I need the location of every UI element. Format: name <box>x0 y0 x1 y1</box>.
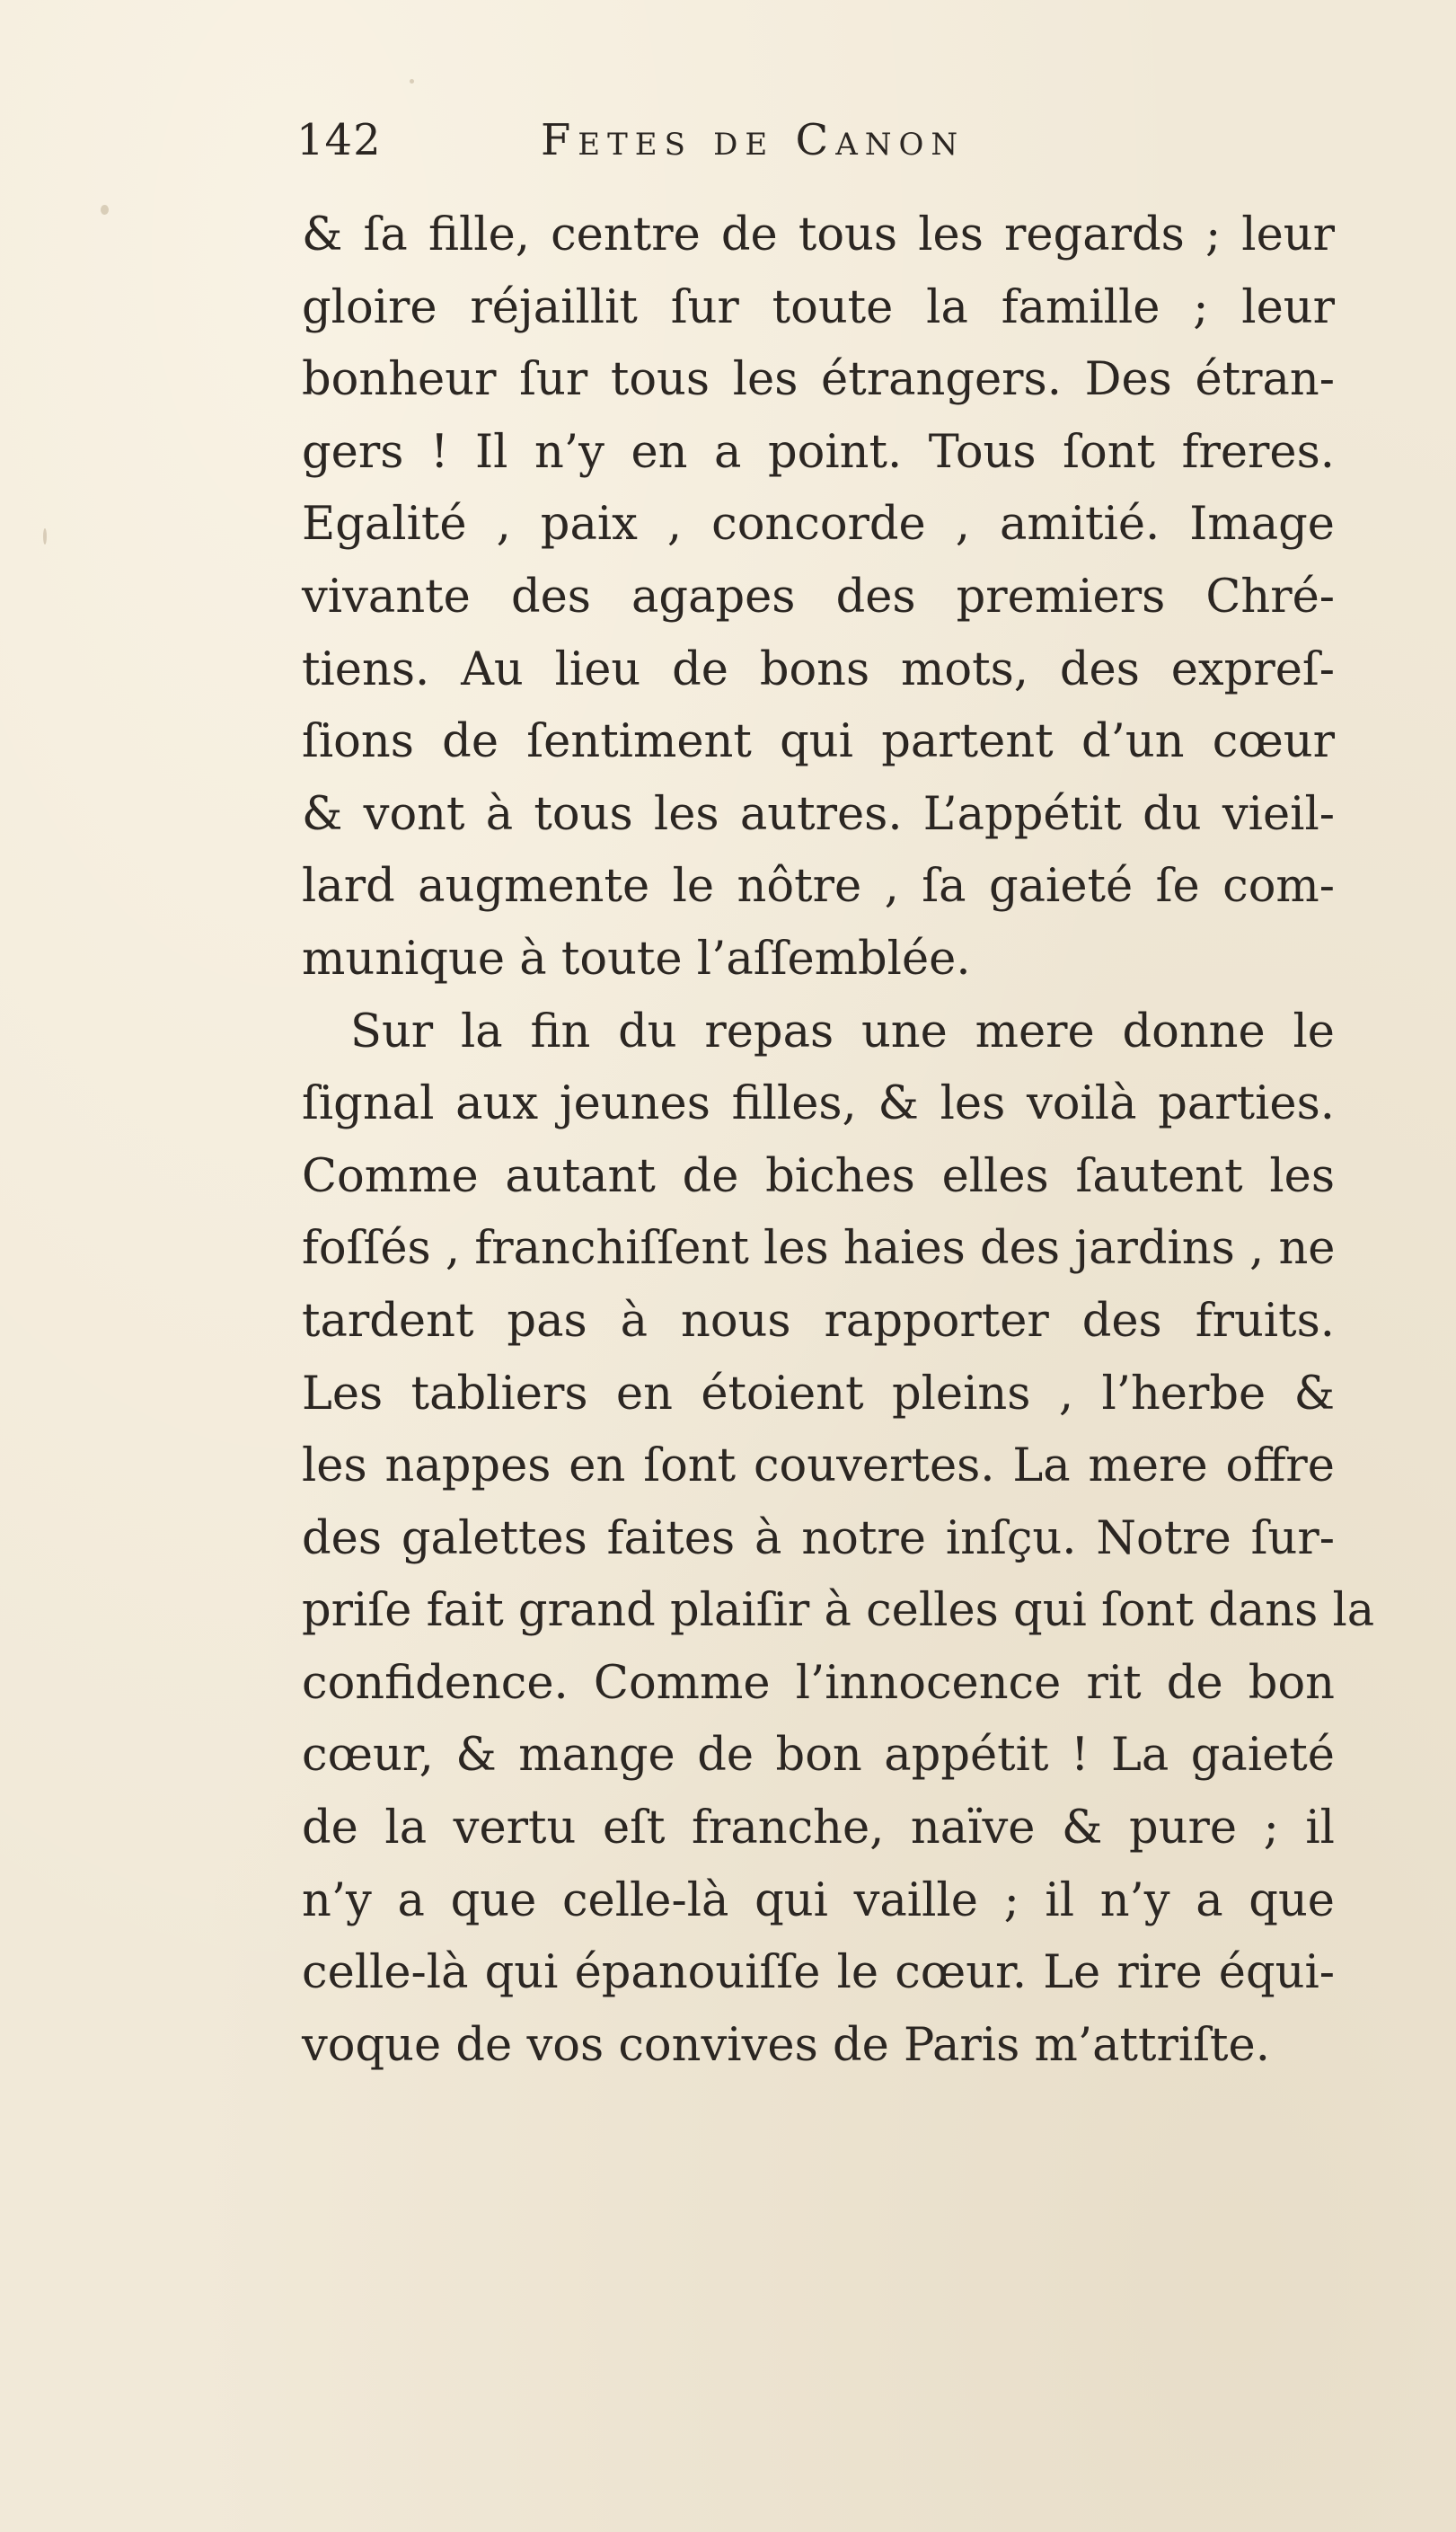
text-line: Egalité , paix , concorde , amitié. Image <box>302 498 1335 552</box>
running-head-title: Fetes de Canon <box>541 115 966 165</box>
running-head <box>296 115 1329 178</box>
text-line: tardent pas à nous rapporter des fruits. <box>302 1294 1335 1348</box>
text-line: cœur, & mange de bon appétit ! La gaieté <box>302 1729 1335 1783</box>
text-line: Les tabliers en étoient pleins , l’herbe & <box>302 1367 1335 1421</box>
text-line: & ſa fille, centre de tous les regards ; leur <box>302 208 1335 261</box>
paragraph <box>302 996 1375 2083</box>
text-line: foſſés , franchiſſent les haies des jardins , ne <box>302 1222 1336 1276</box>
text-line: ſignal aux jeunes filles, & les voilà parties. <box>302 1077 1335 1131</box>
text-line: voque de vos convives de Paris m’attriſte. <box>302 2018 1270 2072</box>
text-line: lard augmente le nôtre , ſa gaieté ſe com- <box>302 860 1335 914</box>
text-line: tiens. Au lieu de bons mots, des expreſ- <box>302 642 1335 696</box>
text-line: munique à toute l’aſſemblée. <box>302 932 971 986</box>
paper-spot <box>410 79 414 84</box>
text-line: gloire réjaillit ſur toute la famille ; leur <box>302 280 1335 334</box>
text-line: & vont à tous les autres. L’appétit du vieil- <box>302 787 1335 841</box>
text-line: n’y a que celle-là qui vaille ; il n’y a que <box>302 1873 1335 1927</box>
paper-spot <box>43 528 47 544</box>
text-line: Sur la fin du repas une mere donne le <box>350 1005 1335 1058</box>
text-line: priſe fait grand plaiſir à celles qui ſont dans la <box>302 1584 1375 1638</box>
text-line: vivante des agapes des premiers Chré- <box>302 570 1335 624</box>
text-line: les nappes en ſont couvertes. La mere offre <box>302 1439 1335 1493</box>
page-number: 142 <box>296 115 382 165</box>
text-line: de la vertu eſt franche, naïve & pure ; il <box>302 1802 1335 1855</box>
paper-spot <box>101 205 109 215</box>
text-line: Comme autant de biches elles ſautent les <box>302 1149 1335 1203</box>
body-text <box>302 199 1375 2082</box>
text-line: confidence. Comme l’innocence rit de bon <box>302 1656 1335 1710</box>
text-line: celle-là qui épanouiſſe le cœur. Le rire équi- <box>302 1946 1335 2000</box>
text-line: ſions de ſentiment qui partent d’un cœur <box>302 715 1335 769</box>
text-line: bonheur ſur tous les étrangers. Des étran- <box>302 353 1335 407</box>
text-line: gers ! Il n’y en a point. Tous ſont freres. <box>302 425 1335 479</box>
paragraph <box>302 199 1335 996</box>
text-line: des galettes faites à notre inſçu. Notre ſur- <box>302 1511 1335 1565</box>
